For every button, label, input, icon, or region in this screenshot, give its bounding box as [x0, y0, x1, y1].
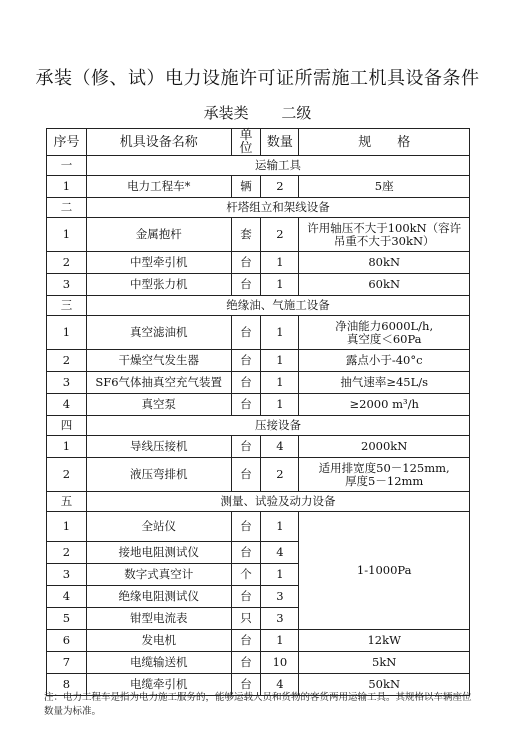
row-qty: 3 [261, 608, 299, 630]
row-qty: 2 [261, 176, 299, 198]
table-row [47, 176, 470, 198]
row-unit: 台 [231, 350, 261, 372]
row-spec [299, 316, 470, 350]
footnote: 注：电力工程车是指为电力施工服务的，能够运载人员和货物的客货两用运输工具。其规格以车辆座位数量为标准。 [44, 692, 472, 717]
row-unit: 台 [231, 316, 261, 350]
row-index: 4 [47, 394, 87, 416]
document-title: 承装（修、试）电力设施许可证所需施工机具设备条件 [35, 68, 480, 89]
table-row [47, 512, 470, 542]
row-spec: 12kW [299, 630, 470, 652]
row-qty: 2 [261, 218, 299, 252]
section-title: 绝缘油、气施工设备 [86, 296, 469, 316]
row-name: 干燥空气发生器 [86, 350, 231, 372]
row-spec: 60kN [299, 274, 470, 296]
row-qty: 1 [261, 252, 299, 274]
row-unit: 台 [231, 436, 261, 458]
row-name: 全站仪 [86, 512, 231, 542]
row-unit: 个 [231, 564, 261, 586]
row-index: 7 [47, 652, 87, 674]
row-spec: 抽气速率≥45L/s [299, 372, 470, 394]
row-index: 4 [47, 586, 87, 608]
row-qty: 4 [261, 436, 299, 458]
row-index: 3 [47, 564, 87, 586]
row-name: 导线压接机 [86, 436, 231, 458]
row-qty: 10 [261, 652, 299, 674]
row-index: 1 [47, 316, 87, 350]
row-spec [299, 458, 470, 492]
row-name: 电缆牵引机 [86, 674, 231, 696]
row-index: 2 [47, 350, 87, 372]
row-unit: 套 [231, 218, 261, 252]
row-unit: 台 [231, 674, 261, 696]
row-qty: 4 [261, 674, 299, 696]
row-qty: 4 [261, 542, 299, 564]
spec-line: 真空度＜60Pa [346, 331, 422, 346]
row-unit: 辆 [231, 176, 261, 198]
section-title: 压接设备 [86, 416, 469, 436]
spec-line: 厚度5－12mm [345, 473, 424, 488]
header-qty: 数量 [261, 129, 299, 156]
row-name: 真空泵 [86, 394, 231, 416]
section-title: 杆塔组立和架线设备 [86, 198, 469, 218]
row-unit: 台 [231, 274, 261, 296]
row-name: 电缆输送机 [86, 652, 231, 674]
table-row [47, 394, 470, 416]
category-label: 承装类 [203, 104, 249, 122]
row-index: 2 [47, 542, 87, 564]
row-unit: 台 [231, 652, 261, 674]
row-qty: 1 [261, 316, 299, 350]
row-qty: 1 [261, 512, 299, 542]
row-index: 2 [47, 458, 87, 492]
row-unit: 台 [231, 252, 261, 274]
row-name: 真空滤油机 [86, 316, 231, 350]
row-unit: 台 [231, 586, 261, 608]
table-header-row [47, 129, 470, 156]
row-name: 接地电阻测试仪 [86, 542, 231, 564]
section-row [47, 198, 470, 218]
table-row [47, 372, 470, 394]
row-index: 6 [47, 630, 87, 652]
row-spec: 1-1000Pa [299, 512, 470, 630]
row-unit: 台 [231, 512, 261, 542]
row-index: 3 [47, 274, 87, 296]
row-spec: 50kN [299, 674, 470, 696]
section-row [47, 156, 470, 176]
row-unit: 台 [231, 542, 261, 564]
section-row [47, 492, 470, 512]
equipment-table [46, 128, 470, 696]
row-index: 8 [47, 674, 87, 696]
row-index: 1 [47, 512, 87, 542]
section-title: 运输工具 [86, 156, 469, 176]
row-name: 电力工程车* [86, 176, 231, 198]
row-qty: 2 [261, 458, 299, 492]
row-qty: 1 [261, 564, 299, 586]
table-row [47, 350, 470, 372]
table-row [47, 436, 470, 458]
row-index: 2 [47, 252, 87, 274]
section-number: 五 [47, 492, 87, 512]
row-name: 中型牵引机 [86, 252, 231, 274]
row-qty: 1 [261, 630, 299, 652]
row-name: 金属抱杆 [86, 218, 231, 252]
row-spec: 5座 [299, 176, 470, 198]
row-name: 钳型电流表 [86, 608, 231, 630]
section-row [47, 296, 470, 316]
grade-label: 二级 [281, 104, 312, 122]
row-unit: 台 [231, 630, 261, 652]
row-index: 3 [47, 372, 87, 394]
row-unit: 台 [231, 394, 261, 416]
table-row [47, 316, 470, 350]
row-name: 数字式真空计 [86, 564, 231, 586]
header-name: 机具设备名称 [86, 129, 231, 156]
section-number: 四 [47, 416, 87, 436]
row-unit: 只 [231, 608, 261, 630]
row-qty: 1 [261, 274, 299, 296]
row-name: SF6气体抽真空充气装置 [86, 372, 231, 394]
section-title: 测量、试验及动力设备 [86, 492, 469, 512]
row-name: 中型张力机 [86, 274, 231, 296]
row-index: 1 [47, 176, 87, 198]
row-index: 5 [47, 608, 87, 630]
table-row [47, 652, 470, 674]
row-spec: 许用轴压不大于100kN（容许吊重不大于30kN） [299, 218, 470, 252]
header-unit: 单位 [231, 129, 261, 156]
header-spec: 规 格 [299, 129, 470, 156]
row-name: 液压弯排机 [86, 458, 231, 492]
row-spec: ≥2000 m³/h [299, 394, 470, 416]
header-index: 序号 [47, 129, 87, 156]
table-row [47, 252, 470, 274]
section-row [47, 416, 470, 436]
row-index: 1 [47, 218, 87, 252]
section-number: 二 [47, 198, 87, 218]
row-unit: 台 [231, 458, 261, 492]
table-row [47, 274, 470, 296]
row-qty: 1 [261, 372, 299, 394]
row-name: 绝缘电阻测试仪 [86, 586, 231, 608]
row-unit: 台 [231, 372, 261, 394]
row-spec: 5kN [299, 652, 470, 674]
table-row [47, 218, 470, 252]
spec-line: 净油能力6000L/h, [335, 318, 434, 333]
row-spec: 80kN [299, 252, 470, 274]
table-row [47, 630, 470, 652]
section-number: 一 [47, 156, 87, 176]
row-name: 发电机 [86, 630, 231, 652]
section-number: 三 [47, 296, 87, 316]
row-spec: 露点小于-40°c [299, 350, 470, 372]
row-qty: 1 [261, 350, 299, 372]
document-subtitle [0, 102, 515, 123]
table-row [47, 458, 470, 492]
row-spec: 2000kN [299, 436, 470, 458]
row-qty: 1 [261, 394, 299, 416]
row-qty: 3 [261, 586, 299, 608]
spec-line: 适用排宽度50－125mm, [318, 460, 450, 475]
row-index: 1 [47, 436, 87, 458]
